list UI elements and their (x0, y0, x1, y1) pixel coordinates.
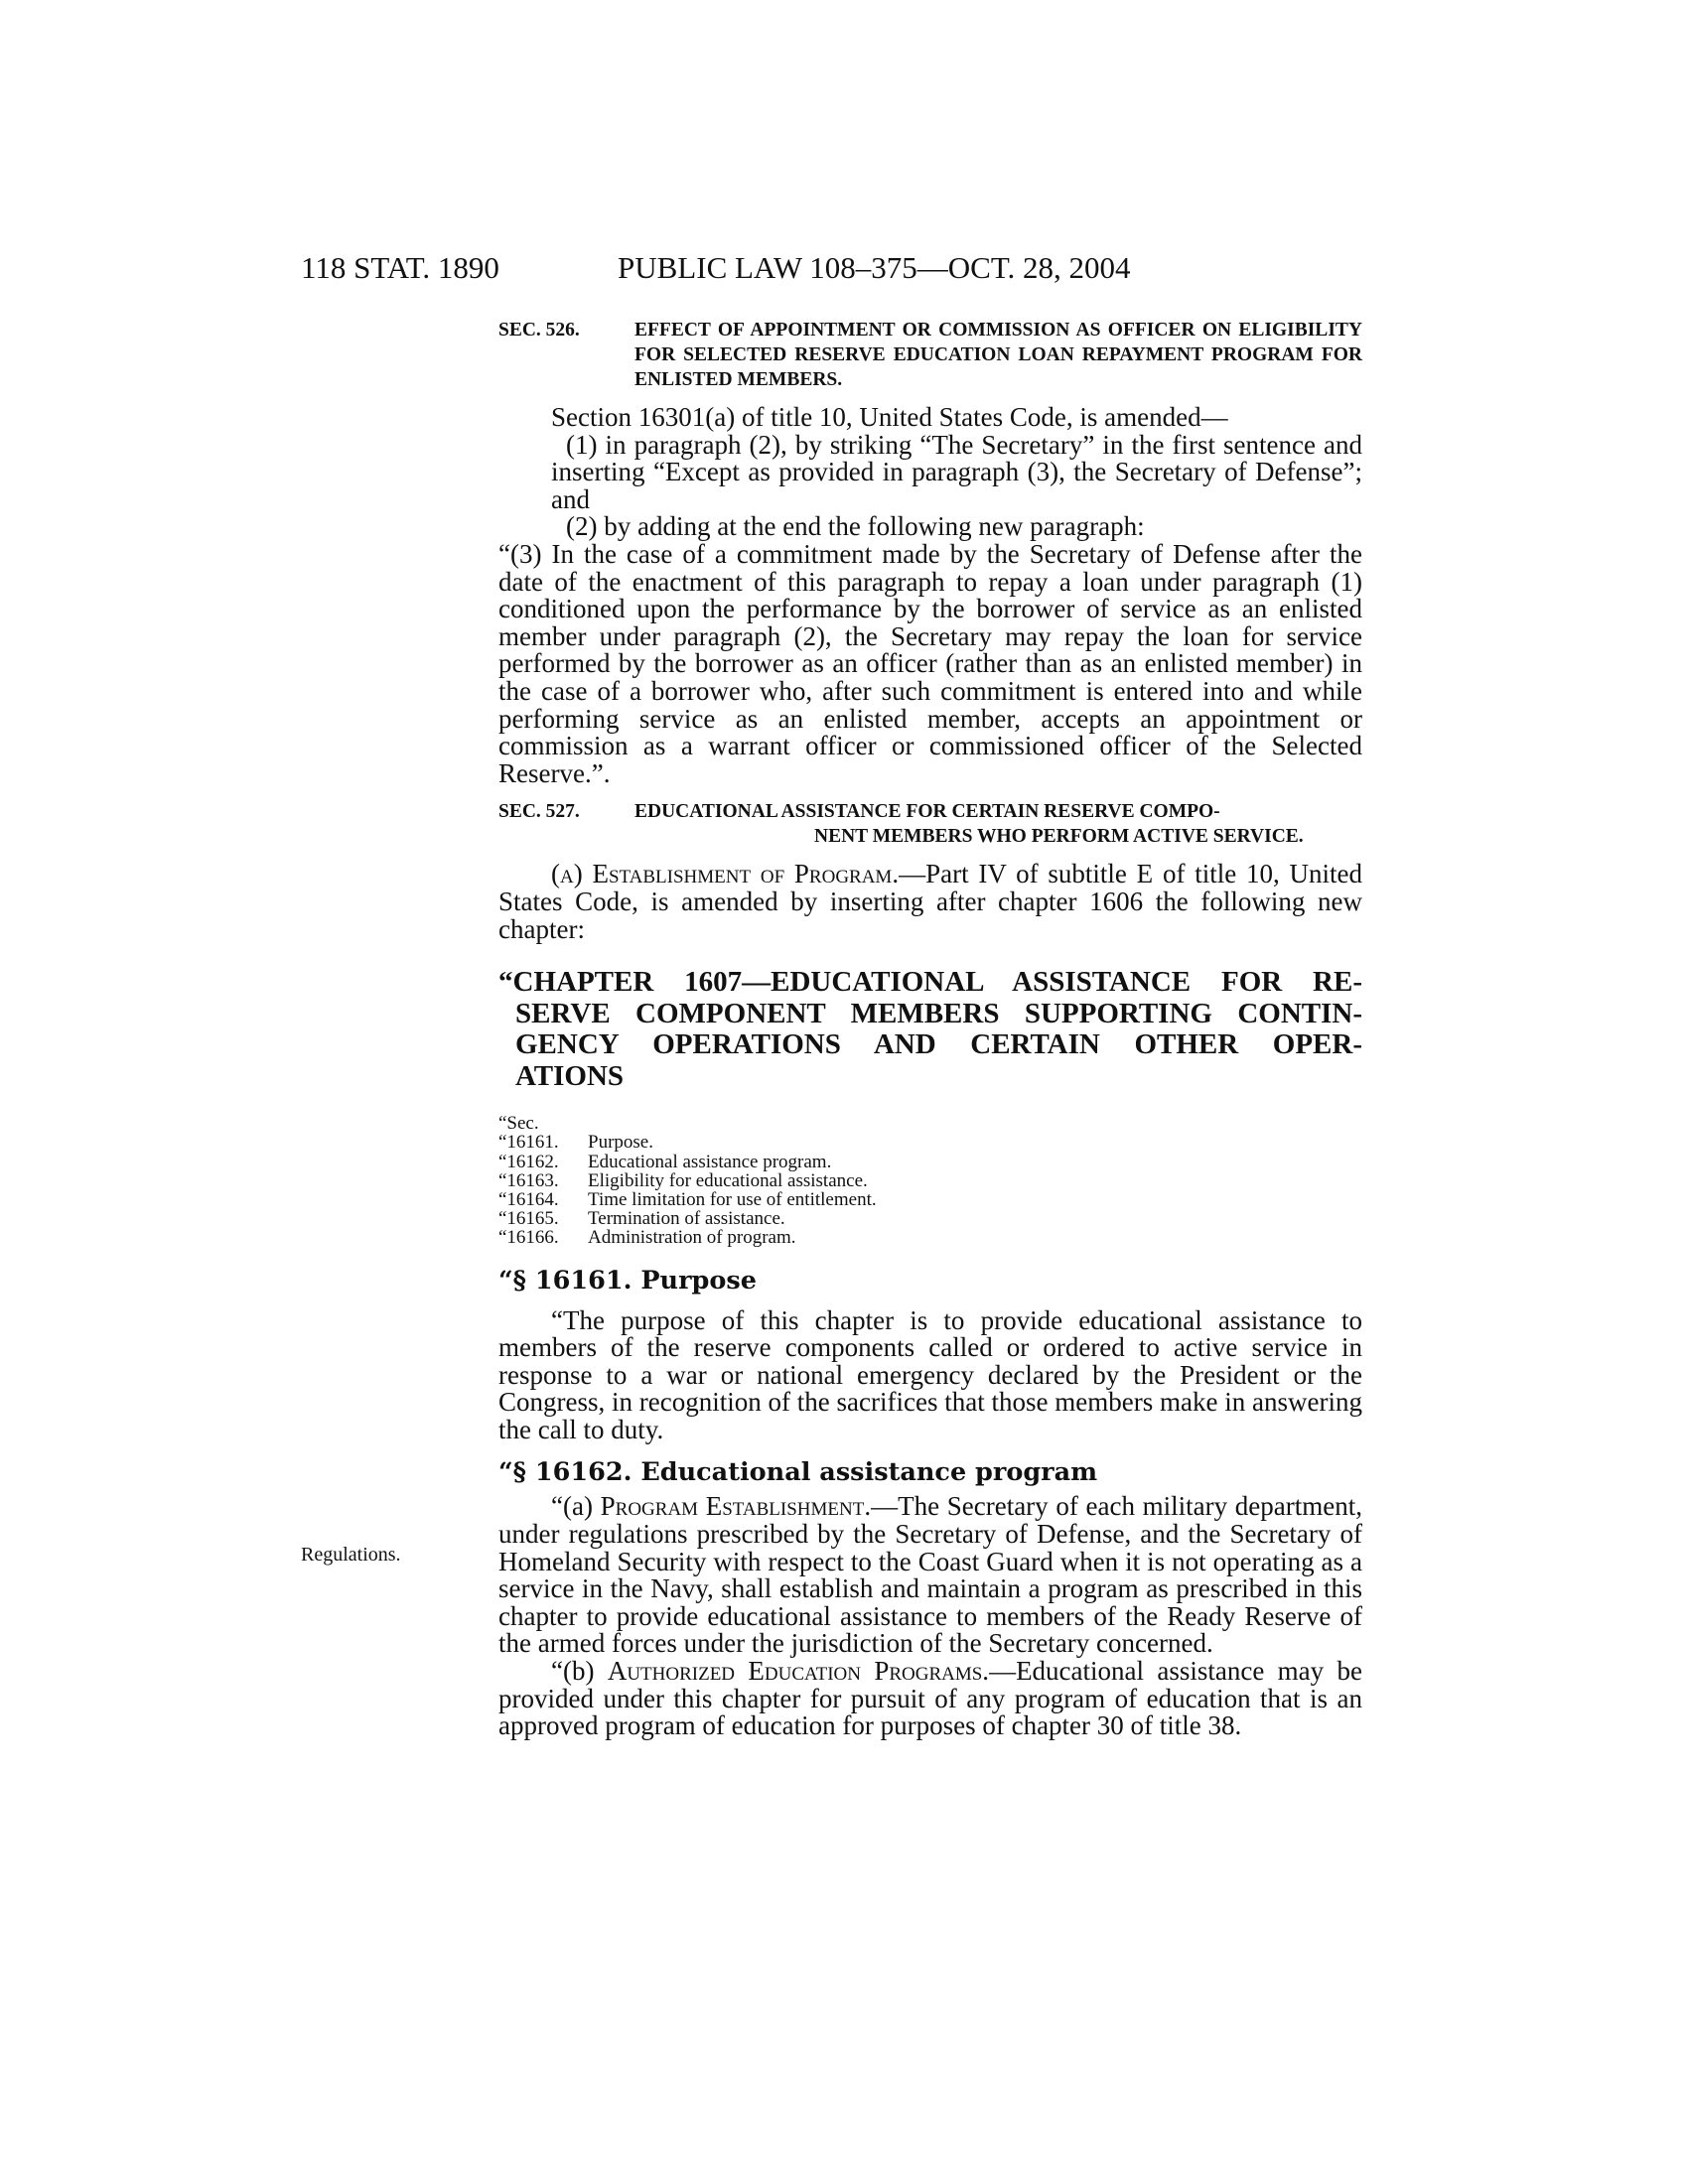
document-body (498, 318, 1362, 1740)
chapter-heading-line-4: ATIONS (515, 1059, 625, 1092)
section-title-line-1: EDUCATIONAL ASSISTANCE FOR CERTAIN RESERVE COMPO- (634, 801, 1220, 823)
section-526-item-1: (1) in paragraph (2), by striking “The Secretary” in the first sentence and inserting “Except as provided in paragraph (3), the Secretary of Defense”; and (551, 429, 1362, 514)
toc-row: “16162. Educational assistance program. (498, 1151, 832, 1172)
statute-page-number: 118 STAT. 1890 (301, 250, 499, 285)
toc-row: “16166. Administration of program. (498, 1227, 796, 1249)
chapter-heading-line-2: SERVE COMPONENT MEMBERS SUPPORTING CONTIN- (515, 997, 1362, 1029)
section-527-heading (498, 799, 1362, 849)
subsection-text: —The Secretary of each military department, under regulations prescribed by the Secretary of Defense, and the Secretary of Homeland Security with respect to the Coast Guard when it is not operating as a service in the Navy, shall establish and maintain a program as prescribed in this chapter to provide educational assistance to members of the Ready Reserve of the armed forces under the jurisdiction of the Secretary concerned. (498, 1491, 1362, 1659)
toc-row: “16163. Eligibility for educational assistance. (498, 1169, 868, 1191)
section-title-line-2: NENT MEMBERS WHO PERFORM ACTIVE SERVICE. (814, 826, 1304, 848)
subsection-text: —Educational assistance may be provided under this chapter for pursuit of any program of education that is an approved program of education for purposes of chapter 30 of title 38. (498, 1656, 1362, 1741)
chapter-heading-line-3: GENCY OPERATIONS AND CERTAIN OTHER OPER- (515, 1028, 1362, 1061)
section-526-quoted-paragraph: “(3) In the case of a commitment made by the Secretary of Defense after the date of the enactment of this paragraph to repay a loan under paragraph (1) conditioned upon the performance by the borrower of service as an enlisted member under paragraph (2), the Secretary may repay the loan for service performed by the borrower as an officer (rather than as an enlisted member) in the case of a borrower who, after such commitment is entered into and while performing service as an enlisted member, accepts an appointment or commission as a warrant officer or commissioned officer of the Selected Reserve.”. (498, 538, 1362, 788)
section-526-heading (498, 318, 1362, 392)
chapter-1607-heading (498, 967, 1362, 1092)
section-16161-text: “The purpose of this chapter is to provide educational assistance to members of the reserve components called or ordered to active service in response to a war or national emergency declared by the President or the Congress, in recognition of the sacrifices that those members make in answering the call to duty. (498, 1304, 1362, 1444)
chapter-table-of-sections (498, 1114, 1362, 1247)
section-16162-heading: “§ 16162. Educational assistance program (498, 1457, 1098, 1488)
section-16161-heading: “§ 16161. Purpose (498, 1265, 757, 1296)
subsection-heading: Authorized Education Programs. (607, 1656, 990, 1687)
section-16162-subsection-b: “(b) Authorized Education Programs.—Educational assistance may be provided under this chapter for pursuit of any program of education that is an approved program of education for purposes of chapter 30 of title 38. (498, 1656, 1362, 1741)
section-number: SEC. 526. (498, 320, 580, 341)
subsection-heading: Program Establishment. (600, 1491, 872, 1522)
section-16162-subsection-a: “(a) Program Establishment.—The Secretary of each military department, under regulations prescribed by the Secretary of Defense, and the Secretary of Homeland Security with respect to the Coast Guard when it is not operating as a service in the Navy, shall establish and maintain a program as prescribed in this chapter to provide educational assistance to members of the Ready Reserve of the armed forces under the jurisdiction of the Secretary concerned. (498, 1491, 1362, 1659)
public-law-citation: PUBLIC LAW 108–375—OCT. 28, 2004 (618, 250, 1131, 285)
toc-row: “16161. Purpose. (498, 1132, 653, 1154)
toc-row: “16165. Termination of assistance. (498, 1208, 785, 1230)
subsection-text: —Part IV of subtitle E of title 10, United States Code, is amended by inserting after chapter 1606 the following new chapter: (498, 859, 1363, 944)
chapter-heading-line-1: “CHAPTER 1607—EDUCATIONAL ASSISTANCE FOR RE- (498, 966, 1362, 999)
running-head (0, 250, 1688, 290)
section-527-subsection-a (498, 861, 1362, 943)
section-number: SEC. 527. (498, 801, 580, 823)
section-title: EFFECT OF APPOINTMENT OR COMMISSION AS OFFICER ON ELIGIBILITY FOR SELECTED RESERVE EDUCATION LOAN REPAYMENT PROGRAM FOR ENLISTED MEMBERS. (634, 320, 1362, 390)
subsection-heading: (a) Establishment of Program. (551, 859, 900, 889)
margin-note: Regulations. (301, 1544, 401, 1566)
section-526-intro: Section 16301(a) of title 10, United States Code, is amended— (551, 402, 1228, 432)
toc-row: “16164. Time limitation for use of entitlement. (498, 1188, 877, 1210)
section-526-item-2: (2) by adding at the end the following new paragraph: (566, 511, 1145, 542)
toc-header: “Sec. (498, 1113, 539, 1135)
